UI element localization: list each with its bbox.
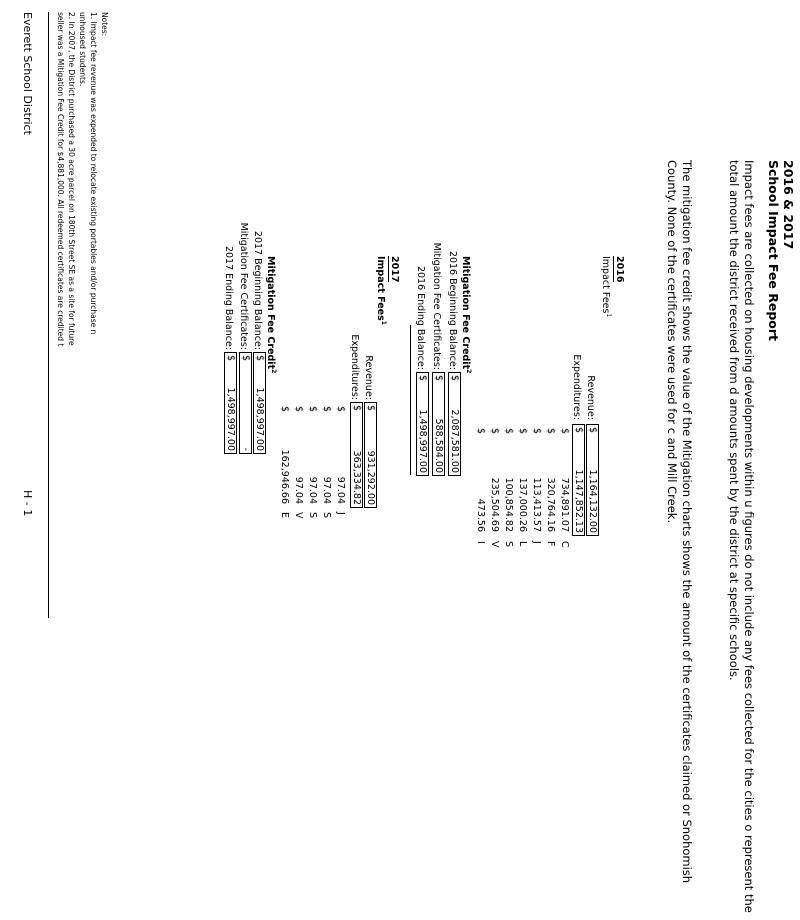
expenditure-2017-line: $ 97.04 bbox=[321, 406, 332, 504]
expenditure-2017-tag: S bbox=[307, 512, 318, 519]
expenditure-2016-tag: J bbox=[531, 541, 542, 544]
beginning-balance-2017-label: 2017 Beginning Balance: bbox=[252, 230, 263, 350]
note-line: 1. Impact fee revenue was expended to relocate existing portables and/or purchase n bbox=[89, 12, 98, 335]
ending-balance-2017-label: 2017 Ending Balance: bbox=[223, 245, 234, 350]
expenditure-2016-line: $ 473.56 bbox=[475, 428, 486, 532]
mitigation-2016-label: Mitigation Fee Credit$^2$ bbox=[459, 256, 472, 374]
expenditure-2017-line: $ 162,946.66 bbox=[279, 406, 290, 504]
mitigation-paragraph: The mitigation fee credit shows the value of the Mitigation charts shows the amount of the certificates claimed or Snohomish County. None of the certificates were used for c and Mill Creek. bbox=[665, 160, 694, 884]
ending-balance-2016-value: $ 1,498,997.00 bbox=[416, 372, 429, 476]
revenue-2016-value: $ 1,164,132.00 bbox=[586, 424, 599, 536]
beginning-balance-2016-label: 2016 Beginning Balance: bbox=[447, 250, 458, 370]
impact-fees-2016-label: Impact Fees$^1$ bbox=[599, 256, 612, 318]
expenditure-2016-tag: F bbox=[545, 541, 556, 547]
certificates-2017-value: $ - bbox=[239, 352, 252, 454]
ending-balance-2017-value: $ 1,498,997.00 bbox=[224, 352, 237, 454]
expenditures-2016-label: Expenditures: bbox=[571, 354, 582, 420]
expenditure-2016-line: $ 320,764.16 bbox=[545, 428, 556, 532]
certificates-2016-value: $ 588,584.00 bbox=[432, 372, 445, 476]
note-line: seller was a Mitigation Fee Credit for $4,881,000. All redeemed certificates are credited t bbox=[56, 12, 65, 347]
expenditures-2017-value: $ 363,334.82 bbox=[350, 402, 363, 508]
expenditure-2016-tag: C bbox=[559, 541, 570, 548]
expenditure-2016-line: $ 734,891.07 bbox=[559, 428, 570, 532]
report-subtitle: School Impact Fee Report bbox=[766, 160, 781, 342]
intro-paragraph: Impact fees are collected on housing developments within u figures do not include any fees collected for the cities o represent the total amount the district received from d amounts spent by the district at specific schools. bbox=[727, 160, 756, 913]
expenditure-2016-line: $ 100,854.82 bbox=[503, 428, 514, 532]
expenditure-2016-tag: I bbox=[475, 541, 486, 544]
expenditure-2016-line: $ 113,413.57 bbox=[531, 428, 542, 532]
expenditure-2016-tag: V bbox=[489, 541, 500, 548]
revenue-2017-value: $ 931,292.00 bbox=[364, 402, 377, 508]
revenue-2017-label: Revenue: bbox=[363, 355, 374, 400]
footer-district: Everett School District bbox=[21, 12, 34, 135]
expenditure-2017-tag: S bbox=[321, 512, 332, 519]
ending-balance-2016-label: 2016 Ending Balance: bbox=[415, 265, 426, 370]
impact-fees-2017-label: Impact Fees$^1$ bbox=[374, 256, 387, 325]
expenditure-2017-line: $ 97.04 bbox=[307, 406, 318, 504]
expenditures-2016-value: $ 1,147,852.13 bbox=[572, 424, 585, 536]
report-title: 2016 & 2017 bbox=[781, 160, 796, 250]
expenditure-2017-line: $ 97.04 bbox=[293, 406, 304, 504]
expenditures-2017-label: Expenditures: bbox=[349, 334, 360, 400]
expenditure-2017-tag: J bbox=[335, 512, 346, 515]
revenue-2016-label: Revenue: bbox=[585, 375, 596, 420]
mitigation-2017-label: Mitigation Fee Credit$^2$ bbox=[264, 256, 277, 374]
expenditure-2017-line: $ 97.04 bbox=[335, 406, 346, 504]
beginning-balance-2017-value: $ 1,498,997.00 bbox=[253, 352, 266, 454]
certificates-2017-label: Mitigation Fee Certificates: bbox=[238, 222, 249, 350]
note-line: 2. In 2007, the District purchased a 30 acre parcel on 180th Street SE as a site for future bbox=[67, 12, 76, 346]
footer-page-number: H - 1 bbox=[21, 490, 34, 517]
certificates-2016-label: Mitigation Fee Certificates: bbox=[431, 242, 442, 370]
expenditure-2017-tag: E bbox=[279, 512, 290, 519]
footer-rule bbox=[48, 12, 49, 618]
expenditure-2016-tag: L bbox=[517, 541, 528, 547]
note-line: unhoused students. bbox=[78, 12, 87, 87]
expenditure-2016-line: $ 235,504.69 bbox=[489, 428, 500, 532]
expenditure-2016-tag: S bbox=[503, 541, 514, 548]
year-2017-heading: 2017 bbox=[389, 256, 400, 283]
expenditure-2017-tag: V bbox=[293, 512, 304, 519]
expenditure-2016-line: $ 137,000.26 bbox=[517, 428, 528, 532]
year-2016-heading: 2016 bbox=[614, 256, 625, 283]
beginning-balance-2016-value: $ 2,087,581.00 bbox=[448, 372, 461, 476]
section-divider bbox=[410, 325, 411, 475]
notes-heading: Notes: bbox=[100, 12, 109, 37]
